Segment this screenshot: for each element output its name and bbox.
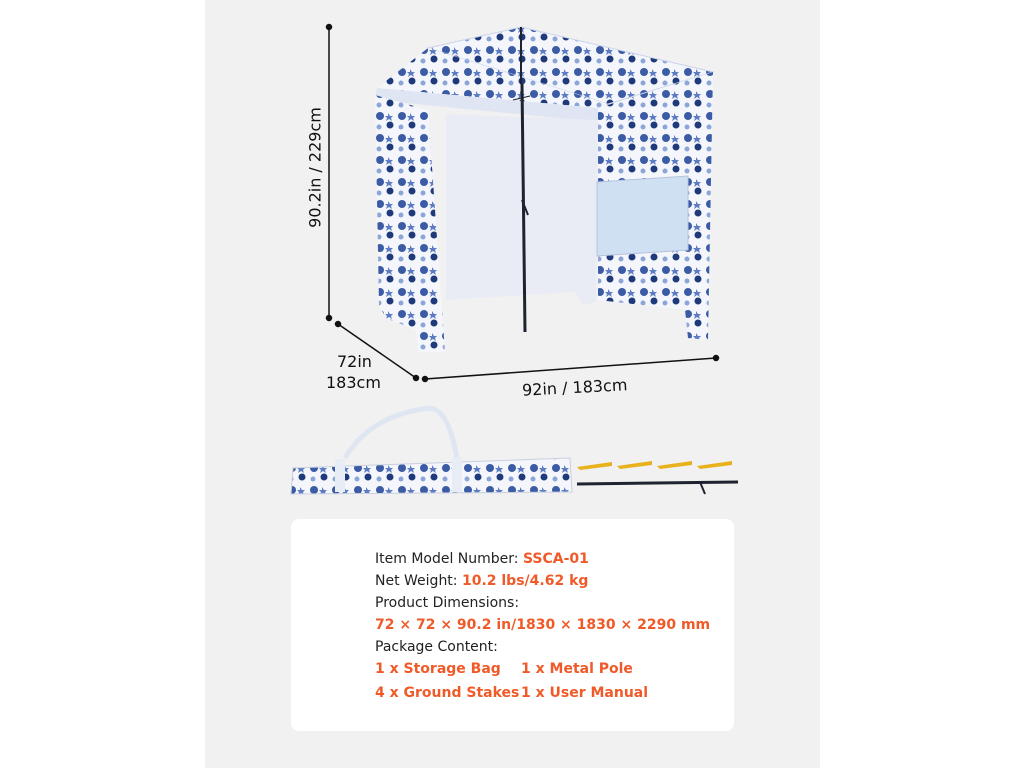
- width-dimension-label: 92in / 183cm: [521, 375, 628, 400]
- dimensions-label: Product Dimensions:: [375, 595, 520, 611]
- height-dimension-line: [327, 25, 332, 321]
- storage-bag: [291, 408, 572, 494]
- depth-dimension-line: [336, 322, 419, 381]
- model-row: [375, 548, 710, 570]
- package-item: 1 x User Manual: [521, 685, 649, 701]
- weight-row: [375, 570, 710, 592]
- weight-label: Net Weight:: [375, 573, 462, 589]
- package-item: 1 x Metal Pole: [521, 661, 633, 677]
- specs-card: [291, 519, 734, 731]
- depth-dimension-label-in: 72in: [337, 352, 372, 371]
- package-item: 1 x Storage Bag: [375, 661, 501, 677]
- specs-list: [375, 548, 710, 704]
- height-dimension-label: 90.2in / 229cm: [305, 107, 325, 228]
- model-label: Item Model Number:: [375, 551, 523, 567]
- beach-cabana: [375, 27, 713, 352]
- depth-dimension-label-cm: 183cm: [326, 373, 381, 392]
- package-label: Package Content:: [375, 639, 498, 655]
- package-row-2: [375, 682, 710, 704]
- dimensions-value: 72 × 72 × 90.2 in/1830 × 1830 × 2290 mm: [375, 617, 711, 633]
- package-item: 4 x Ground Stakes: [375, 685, 520, 701]
- metal-pole-accessory: [577, 482, 738, 494]
- model-value: SSCA-01: [522, 551, 589, 567]
- weight-value: 10.2 lbs/4.62 kg: [461, 573, 589, 589]
- package-row-1: [375, 658, 710, 680]
- ground-stakes: [577, 461, 732, 470]
